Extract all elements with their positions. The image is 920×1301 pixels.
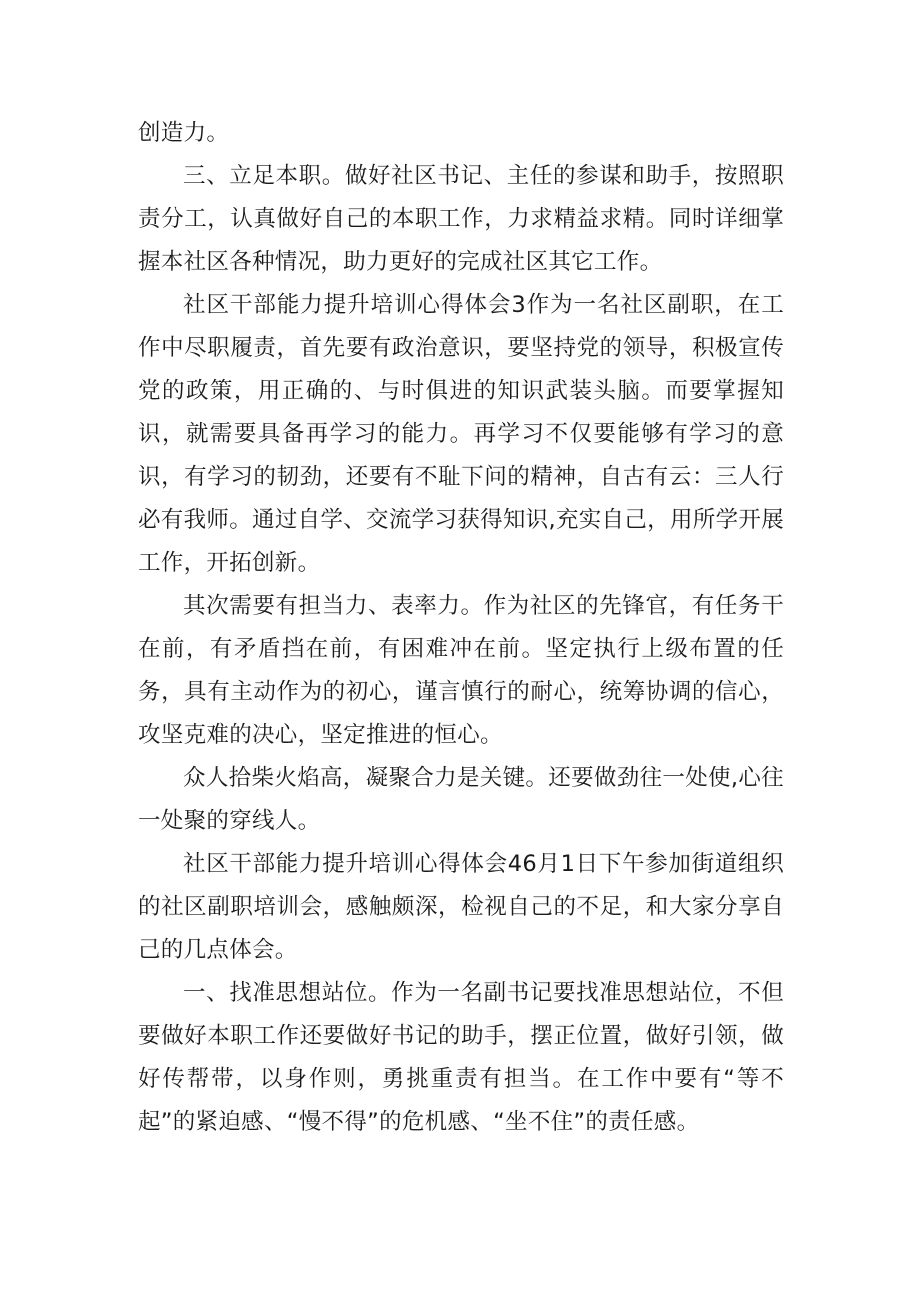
paragraph-responsibility: 其次需要有担当力、表率力。作为社区的先锋官，有任务干在前，有矛盾挡在前，有困难冲在前。坚定执行上级布置的任务，具有主动作为的初心，谨言慎行的耐心，统筹协调的信心，攻坚克难的决心，坚定推进的恒心。 (138, 593, 784, 748)
paragraph-experience-4: 社区干部能力提升培训心得体会46月1日下午参加街道组织的社区副职培训会，感触颇深，检视自己的不足，和大家分享自己的几点体会。 (138, 851, 784, 963)
paragraph-continuation: 创造力。 (138, 120, 230, 146)
paragraph-section-three: 三、立足本职。做好社区书记、主任的参谋和助手，按照职责分工，认真做好自己的本职工作，力求精益求精。同时详细掌握本社区各种情况，助力更好的完成社区其它工作。 (138, 163, 784, 275)
paragraph-section-one: 一、找准思想站位。作为一名副书记要找准思想站位，不但要做好本职工作还要做好书记的助手，摆正位置，做好引领，做好传帮带，以身作则，勇挑重责有担当。在工作中要有“等不起”的紧迫感、“慢不得”的危机感、“坐不住”的责任感。 (138, 980, 784, 1135)
paragraph-experience-3: 社区干部能力提升培训心得体会3作为一名社区副职，在工作中尽职履责，首先要有政治意识，要坚持党的领导，积极宣传党的政策，用正确的、与时俱进的知识武装头脑。而要掌握知识，就需要具备再学习的能力。再学习不仅要能够有学习的意识，有学习的韧劲，还要有不耻下问的精神，自古有云：三人行必有我师。通过自学、交流学习获得知识,充实自己，用所学开展工作，开拓创新。 (138, 292, 784, 576)
document-page (138, 112, 784, 1144)
paragraph-cohesion: 众人拾柴火焰高，凝聚合力是关键。还要做劲往一处使,心往一处聚的穿线人。 (138, 765, 784, 834)
